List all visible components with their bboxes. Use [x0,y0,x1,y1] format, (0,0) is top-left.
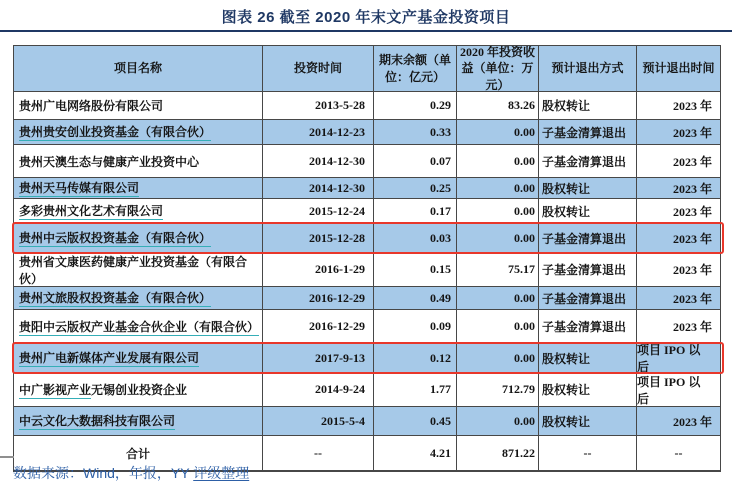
stray-mark [0,456,14,458]
project-name-cell [14,224,263,252]
exit-time: 2023 年 [672,181,712,196]
investment-date: 2016-12-29 [263,287,374,309]
investment-date: 2014-9-24 [263,373,374,406]
investment-date: 2014-12-23 [263,120,374,144]
project-name-link: 多彩贵州文化艺术有限公司 [19,204,164,218]
total-exit-time: -- [674,445,683,460]
ending-balance: 0.15 [374,253,457,286]
project-name-link: 贵州天马传媒有限公司 [19,181,140,195]
ending-balance: 1.77 [374,373,457,406]
data-source [13,463,249,483]
exit-method: 子基金清算退出 [539,287,637,309]
income-2020: 0.00 [457,224,539,252]
investment-date: 2015-12-24 [263,199,374,223]
exit-method: 股权转让 [539,373,637,406]
data-source-underlined-text: 评级整理 [193,465,250,481]
data-source-text: 数据来源：Wind，年报，YY [13,465,194,481]
ending-balance: 0.09 [374,310,457,343]
income-2020: 712.79 [457,373,539,406]
investment-date: 2013-5-28 [263,92,374,119]
table-row [14,407,720,436]
income-2020: 0.00 [457,287,539,309]
table-row [14,178,720,199]
table-row [14,287,720,310]
income-2020: 0.00 [457,178,539,198]
table-row-highlighted [14,224,720,253]
table-row-highlighted [14,344,720,373]
ending-balance: 0.45 [374,407,457,435]
exit-time: 2023 年 [672,320,712,334]
project-name: 贵州天澳生态与健康产业投资中心 [19,154,200,169]
figure-title: 图表 26 截至 2020 年末文产基金投资项目 [221,9,511,26]
header-exit-method: 预计退出方式 [539,46,637,91]
ending-balance: 0.33 [374,120,457,144]
exit-time: 2023 年 [672,204,712,219]
exit-method: 股权转让 [539,407,637,435]
income-2020: 75.17 [457,253,539,286]
investment-date: 2015-12-28 [263,224,374,252]
exit-method: 子基金清算退出 [539,145,637,177]
income-2020: 0.00 [457,199,539,223]
project-name-cell [14,199,263,223]
table-row [14,310,720,344]
total-income: 871.22 [457,436,539,470]
project-name-link: 贵州文旅股权投资基金（有限合伙） [19,291,212,305]
exit-method: 股权转让 [539,344,637,372]
exit-time: 2023 年 [672,231,712,246]
total-date: -- [263,436,374,470]
project-name-link: 贵州贵安创业投资基金（有限合伙） [19,125,212,139]
header-investment-date: 投资时间 [263,46,374,91]
project-name-link: 中广影视产业 [19,382,92,397]
project-name-link: 中云文化大数据科技有限公司 [19,414,176,428]
investment-projects-table [13,45,721,472]
exit-method: 子基金清算退出 [539,310,637,343]
exit-time: 2023 年 [672,414,712,429]
project-name-cell [14,120,263,144]
exit-method: 子基金清算退出 [539,120,637,144]
table-row [14,373,720,407]
table-row [14,120,720,145]
income-2020: 0.00 [457,145,539,177]
exit-time: 项目 IPO 以后 [637,374,701,406]
project-name-cell [14,344,263,372]
ending-balance: 0.17 [374,199,457,223]
investment-date: 2017-9-13 [263,344,374,372]
project-name-cell [14,310,263,343]
income-2020: 83.26 [457,92,539,119]
income-2020: 0.00 [457,407,539,435]
investment-date: 2014-12-30 [263,178,374,198]
exit-method: 子基金清算退出 [539,253,637,286]
exit-time: 2023 年 [672,125,712,140]
total-label: 合计 [14,436,263,470]
table-row [14,92,720,120]
project-name-link: 贵阳中云版权产业基金合伙企业（有限合伙） [19,319,260,334]
project-name-cell [14,407,263,435]
total-exit-method: -- [539,436,637,470]
ending-balance: 0.12 [374,344,457,372]
header-project-name: 项目名称 [14,46,263,91]
exit-method: 子基金清算退出 [539,224,637,252]
project-name-cell [14,253,263,286]
project-name-link: 贵州中云版权投资基金（有限合伙） [19,231,212,245]
exit-time: 2023 年 [672,291,712,306]
project-name-cell [14,287,263,309]
income-2020: 0.00 [457,120,539,144]
project-name: 贵州省文康医药健康产业投资基金（有限合伙） [19,254,248,286]
project-name: 贵州广电网络股份有限公司 [19,99,164,113]
income-2020: 0.00 [457,310,539,343]
table-row [14,199,720,224]
table-row [14,253,720,287]
header-2020-income: 2020 年投资收益（单位：万元） [457,46,539,91]
exit-time: 2023 年 [672,99,712,113]
exit-method: 股权转让 [539,199,637,223]
investment-date: 2015-5-4 [263,407,374,435]
table-row [14,145,720,178]
ending-balance: 0.03 [374,224,457,252]
table-header-row [14,46,720,92]
investment-date: 2014-12-30 [263,145,374,177]
project-name: 无锡创业投资企业 [91,383,188,397]
project-name-cell [14,145,263,177]
income-2020: 0.00 [457,344,539,372]
exit-time: 2023 年 [672,263,712,277]
investment-date: 2016-12-29 [263,310,374,343]
project-name-cell [14,373,263,406]
header-exit-time: 预计退出时间 [642,61,715,76]
exit-method: 股权转让 [539,178,637,198]
ending-balance: 0.49 [374,287,457,309]
ending-balance: 0.29 [374,92,457,119]
project-name-cell [14,178,263,198]
total-balance: 4.21 [374,436,457,470]
title-divider [0,30,732,32]
investment-date: 2016-1-29 [263,253,374,286]
project-name-link: 贵州广电新媒体产业发展有限公司 [19,351,200,365]
exit-time: 项目 IPO 以后 [637,344,701,372]
exit-method: 股权转让 [539,92,637,119]
ending-balance: 0.07 [374,145,457,177]
project-name-cell [14,92,263,119]
header-ending-balance: 期末余额（单位：亿元） [374,46,457,91]
ending-balance: 0.25 [374,178,457,198]
exit-time: 2023 年 [672,154,712,169]
